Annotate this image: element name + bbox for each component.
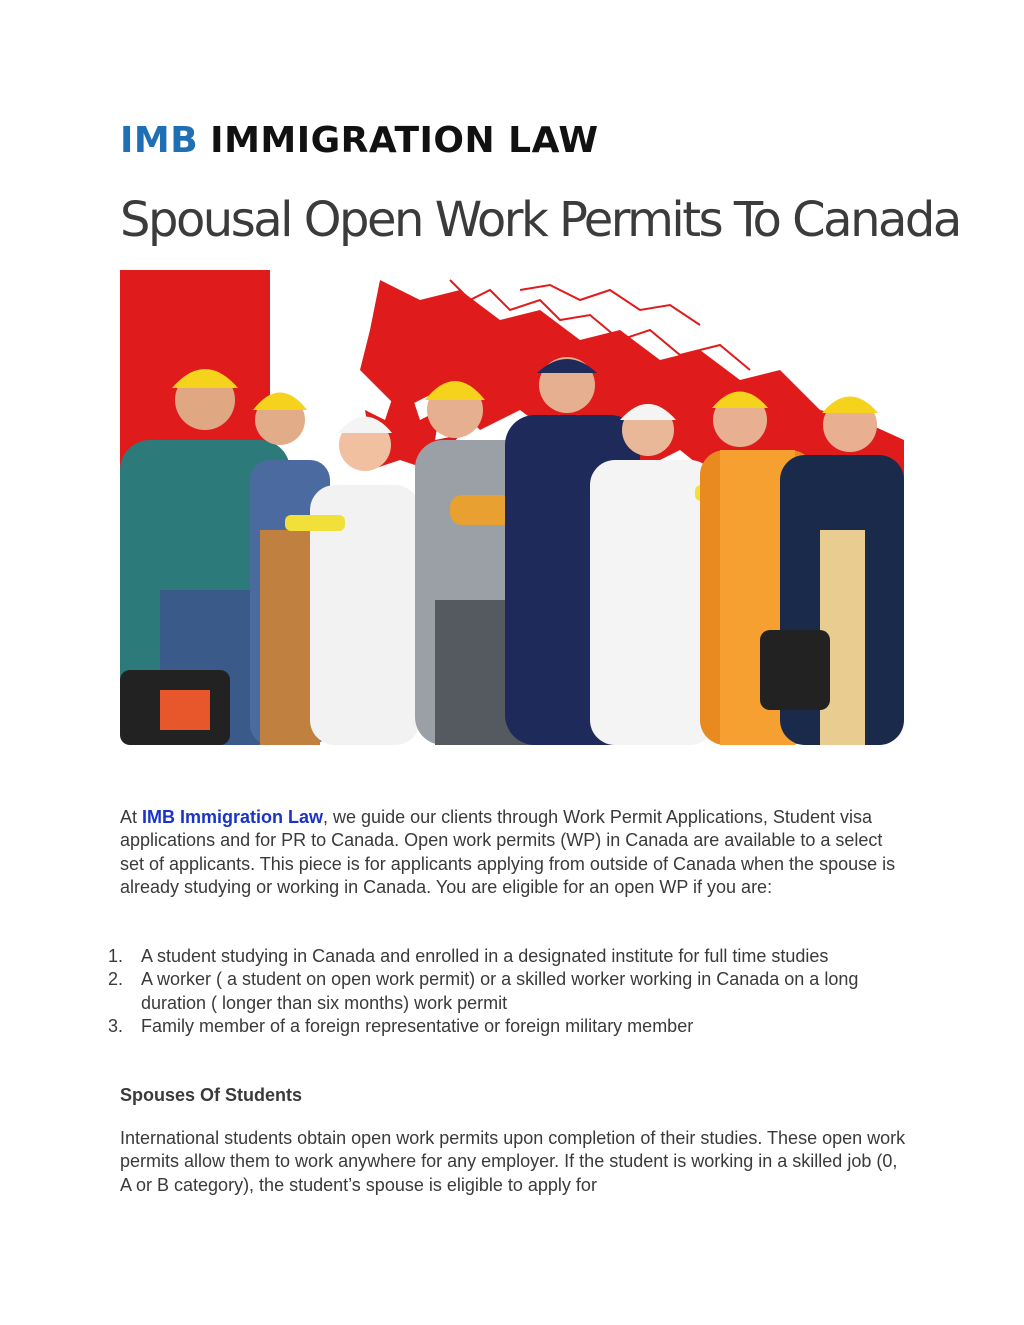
intro-paragraph bbox=[120, 806, 910, 899]
company-logo bbox=[120, 120, 599, 160]
intro-text: , we guide our clients through Work Permit Applications, Student visa applications and for PR to Canada. Open work permits (WP) in Canada are available to a select set of applicants. This piece is for applicants applying from outside of Canada when the spouse is already studying or working in Canada. You are eligible for an open WP if you are: bbox=[120, 807, 896, 897]
list-item-number: 2. bbox=[108, 969, 124, 990]
page-title: Spousal Open Work Permits To Canada bbox=[120, 192, 960, 248]
section-paragraph: International students obtain open work permits upon completion of their studies. These open work permits allow them to work anywhere for any employer. If the student is working in a skilled job (0, A or B category), the student’s spouse is eligible to apply for bbox=[120, 1128, 906, 1195]
imb-immigration-law-link[interactable]: IMB Immigration Law bbox=[142, 807, 324, 827]
list-item-number: 1. bbox=[108, 946, 124, 966]
list-item-text: A student studying in Canada and enrolled in a designated institute for full time studies bbox=[141, 946, 829, 966]
list-item bbox=[0, 945, 920, 968]
logo-brand: IMB bbox=[120, 120, 199, 161]
eligibility-list bbox=[0, 945, 920, 1038]
section-heading: Spouses Of Students bbox=[120, 1085, 303, 1105]
list-item-number: 3. bbox=[108, 1015, 124, 1036]
hero-image bbox=[120, 270, 904, 745]
list-item-text: A worker ( a student on open work permit) or a skilled worker working in Canada on a long duration ( longer than six months) work permit bbox=[141, 969, 859, 1013]
logo-wordmark: IMMIGRATION LAW bbox=[210, 120, 599, 161]
list-item-text: Family member of a foreign representative or foreign military member bbox=[141, 1015, 694, 1036]
list-item bbox=[0, 968, 920, 1015]
intro-prefix: At bbox=[120, 807, 143, 827]
list-item bbox=[0, 1015, 920, 1038]
